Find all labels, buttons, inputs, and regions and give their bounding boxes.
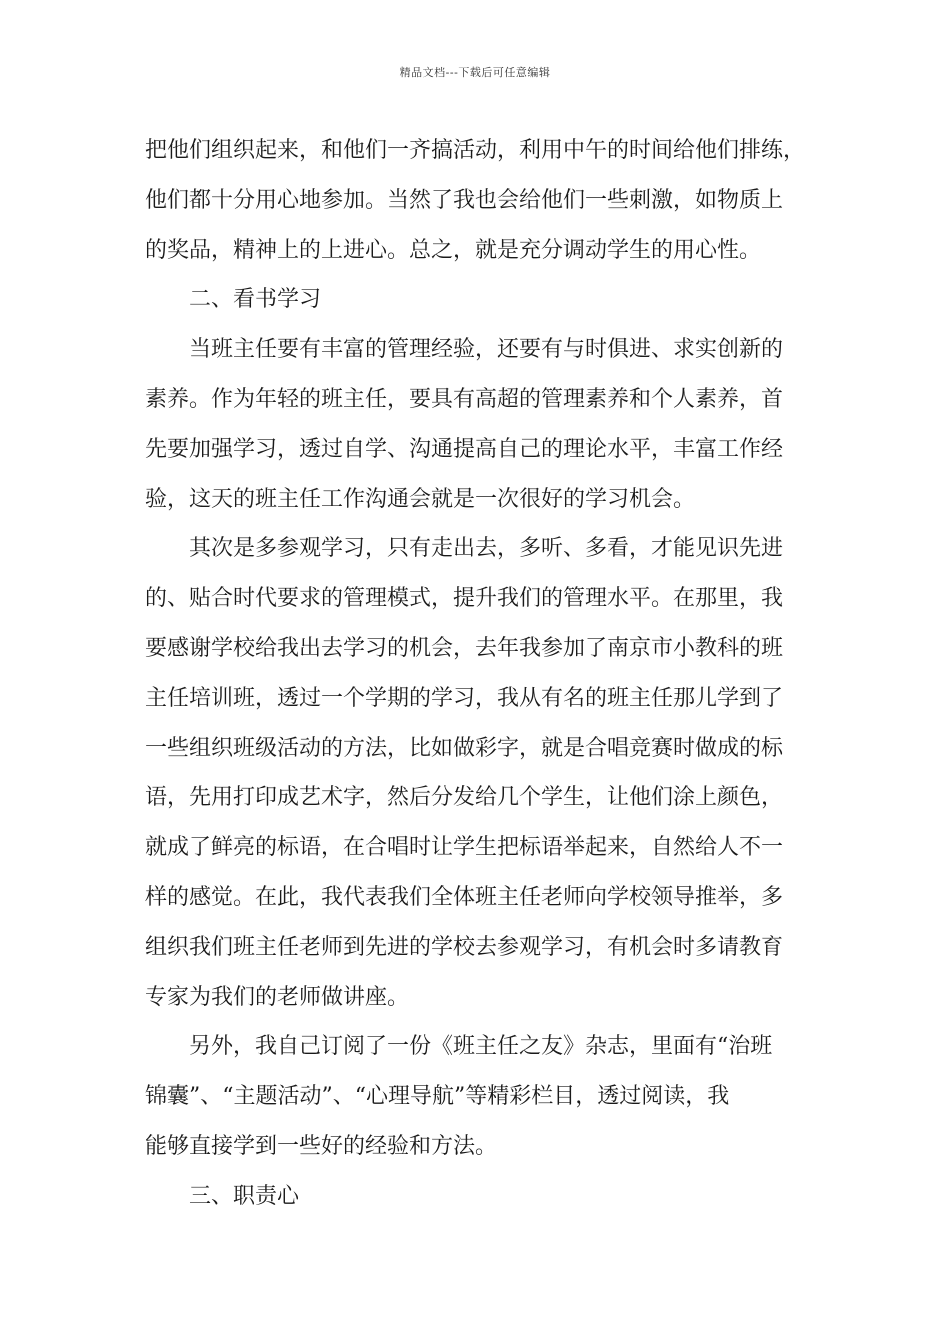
text-line: 的、贴合时代要求的管理模式，提升我们的管理水平。在那里，我 [145,586,784,612]
text-line: 把他们组织起来，和他们一齐搞活动，利用中午的时间给他们排练， [145,138,806,163]
section-heading: 二、看书学习 [189,287,322,313]
text-line: 一些组织班级活动的方法，比如做彩字，就是合唱竞赛时做成的标 [145,735,784,761]
section-heading: 三、职责心 [189,1183,300,1209]
text-line: 要感谢学校给我出去学习的机会，去年我参加了南京市小教科的班 [145,635,784,661]
text-line: 先要加强学习，透过自学、沟通提高自己的理论水平，丰富工作经 [145,436,784,462]
text-line: 的奖品，精神上的上进心。总之，就是充分调动学生的用心性。 [145,237,762,263]
text-line: 就成了鲜亮的标语，在合唱时让学生把标语举起来，自然给人不一 [145,835,784,861]
text-line: 组织我们班主任老师到先进的学校去参观学习，有机会时多请教育 [145,934,784,960]
text-line: 样的感觉。在此，我代表我们全体班主任老师向学校领导推举，多 [145,884,784,910]
text-line: 他们都十分用心地参加。当然了我也会给他们一些刺激，如物质上 [145,187,784,213]
text-line: 素养。作为年轻的班主任，要具有高超的管理素养和个人素养，首 [145,386,784,412]
text-line: 锦囊”、“主题活动”、“心理导航”等精彩栏目，透过阅读，我 [145,1084,730,1110]
paragraph-first-line: 当班主任要有丰富的管理经验，还要有与时俱进、求实创新的 [189,337,784,363]
paragraph-first-line: 其次是多参观学习，只有走出去，多听、多看，才能见识先进 [189,536,784,562]
document-body [145,126,810,1222]
page-header: 精品文档---下载后可任意编辑 [399,66,551,79]
text-line: 主任培训班，透过一个学期的学习，我从有名的班主任那儿学到了 [145,685,784,711]
paragraph-first-line: 另外，我自己订阅了一份《班主任之友》杂志，里面有“治班 [189,1034,773,1060]
text-line: 验，这天的班主任工作沟通会就是一次很好的学习机会。 [145,486,696,512]
text-line: 能够直接学到一些好的经验和方法。 [145,1133,498,1159]
text-line: 语，先用打印成艺术字，然后分发给几个学生，让他们涂上颜色， [145,785,784,811]
text-line: 专家为我们的老师做讲座。 [145,984,410,1010]
